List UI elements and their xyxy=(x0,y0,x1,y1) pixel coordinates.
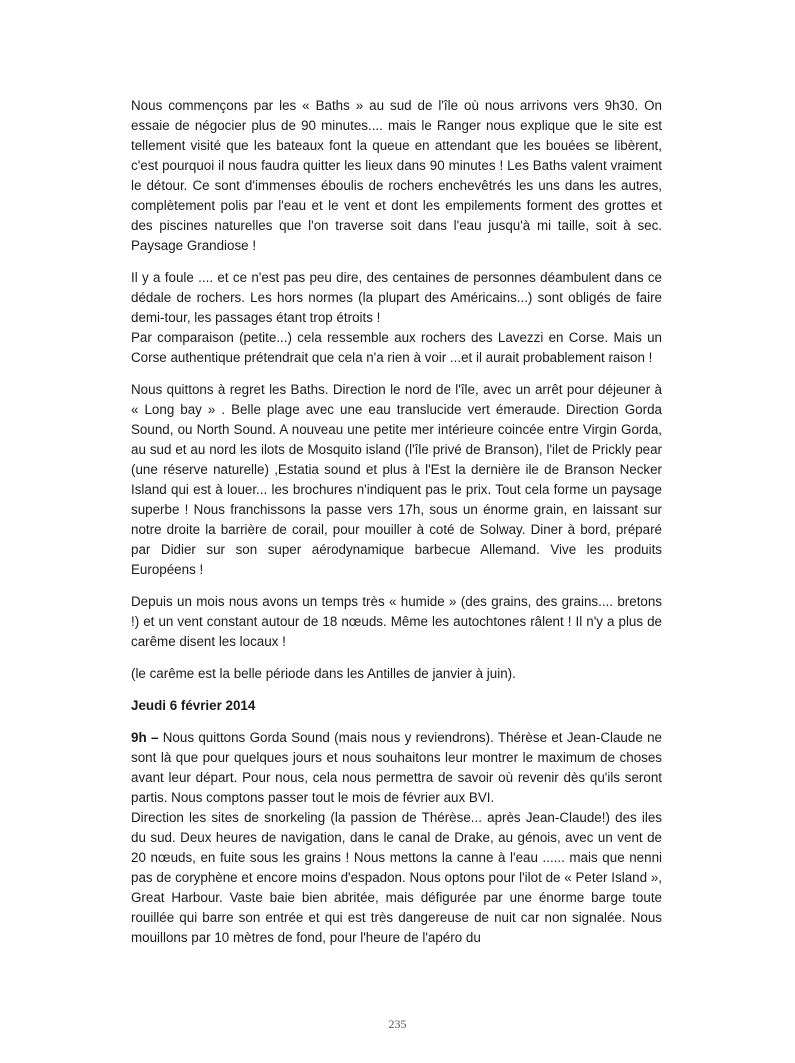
paragraph-crowd xyxy=(131,268,662,368)
page-body xyxy=(131,96,662,960)
page-number: 235 xyxy=(388,1017,407,1031)
paragraph-lavezzi-text: Par comparaison (petite...) cela ressemble aux rochers des Lavezzi en Corse. Mais un Corse authentique prétendrait que cela n'a rien à voir ...et il aurait probablement raison ! xyxy=(131,330,662,365)
paragraph-crowd-text: Il y a foule .... et ce n'est pas peu dire, des centaines de personnes déambulent dans ce dédale de rochers. Les hors normes (la plupart des Américains...) sont obligés de faire demi-tour, les passages étant trop étroits ! xyxy=(131,270,662,325)
paragraph-entry xyxy=(131,728,662,948)
paragraph-weather: Depuis un mois nous avons un temps très « humide » (des grains, des grains.... bretons !) et un vent constant autour de 18 nœuds. Même les autochtones râlent ! Il n'y a plus de carême disent les locaux ! xyxy=(131,594,662,649)
entry-text: Nous quittons Gorda Sound (mais nous y reviendrons). Thérèse et Jean-Claude ne sont là que pour quelques jours et nous souhaitons leur montrer le maximum de choses avant leur départ. Pour nous, cela nous permettra de savoir où revenir dès qu'ils seront partis. Nous comptons passer tout le mois de février aux BVI. xyxy=(131,730,663,805)
paragraph-baths: Nous commençons par les « Baths » au sud de l'île où nous arrivons vers 9h30. On essaie de négocier plus de 90 minutes.... mais le Ranger nous explique que le site est tellement visité que les bateaux font la queue en attendant que les bouées se libèrent, c'est pourquoi il nous faudra quitter les lieux dans 90 minutes ! Les Baths valent vraiment le détour. Ce sont d'immenses éboulis de rochers enchevêtrés les uns dans les autres, complètement polis par l'eau et le vent et dont les empilements forment des grottes et des piscines naturelles que l'on traverse soit dans l'eau jusqu'à mi taille, soit à sec. Paysage Grandiose ! xyxy=(131,98,662,253)
entry-first-line xyxy=(131,728,662,808)
paragraph-careme: (le carême est la belle période dans les Antilles de janvier à juin). xyxy=(131,666,516,681)
entry-continuation: Direction les sites de snorkeling (la passion de Thérèse... après Jean-Claude!) des iles du sud. Deux heures de navigation, dans le canal de Drake, au génois, avec un vent de 20 nœuds, en fuite sous les grains ! Nous mettons la canne à l'eau ...... mais que nenni pas de coryphène et encore moins d'espadon. Nous optons pour l'ilot de « Peter Island », Great Harbour. Vaste baie bien abritée, mais défigurée par une énorme barge toute rouillée qui barre son entrée et qui est très dangereuse de nuit car non signalée. Nous mouillons par 10 mètres de fond, pour l'heure de l'apéro du xyxy=(131,810,662,945)
paragraph-gorda-sound: Nous quittons à regret les Baths. Direction le nord de l'île, avec un arrêt pour déjeuner à « Long bay » . Belle plage avec une eau translucide vert émeraude. Direction Gorda Sound, ou North Sound. A nouveau une petite mer intérieure coincée entre Virgin Gorda, au sud et au nord les ilots de Mosquito island (l'île privé de Branson), l'ilet de Prickly pear (une réserve naturelle) ,Estatia sound et plus à l'Est la dernière ile de Branson Necker Island qui est à louer... les brochures n'indiquent pas le prix. Tout cela forme un paysage superbe ! Nous franchissons la passe vers 17h, sous un énorme grain, en laissant sur notre droite la barrière de corail, pour mouiller à coté de Solway. Diner à bord, préparé par Didier sur son super aérodynamique barbecue Allemand. Vive les produits Européens ! xyxy=(131,382,662,577)
entry-time-lead: 9h – xyxy=(131,730,159,745)
date-heading: Jeudi 6 février 2014 xyxy=(131,698,256,713)
